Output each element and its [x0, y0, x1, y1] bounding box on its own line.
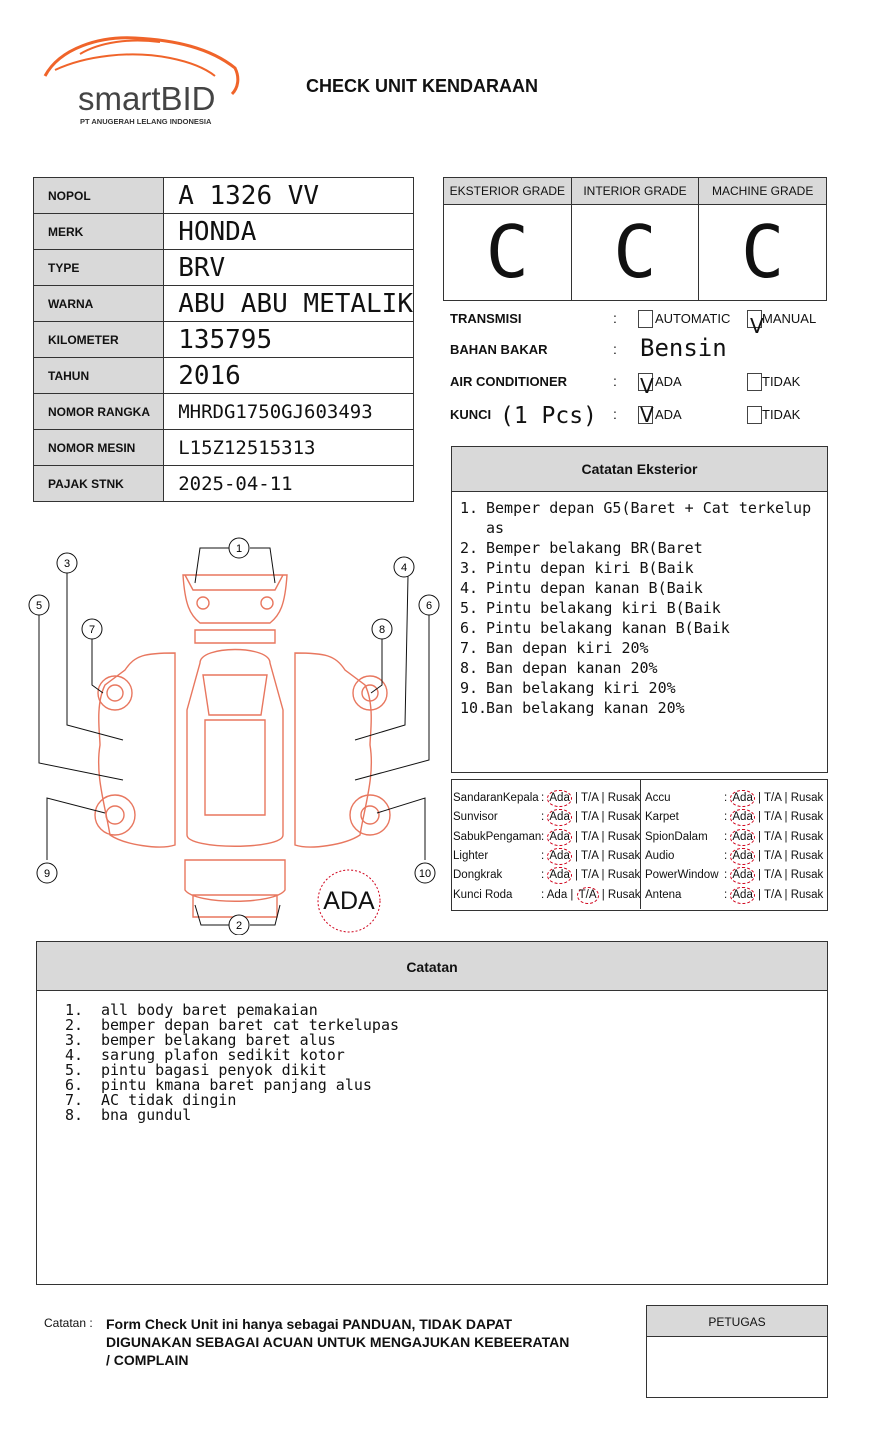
- exterior-note-item: [460, 638, 827, 658]
- note-text: bemper depan baret cat terkelupas: [101, 1016, 400, 1034]
- exterior-note-number: 2.: [460, 539, 479, 557]
- exterior-note-text: Ban depan kiri 20%: [486, 639, 649, 657]
- page-title: CHECK UNIT KENDARAAN: [306, 76, 538, 96]
- note-item: [65, 1108, 827, 1123]
- nomor-mesin-value: L15Z12515313: [164, 430, 414, 466]
- exterior-note-text: Pintu belakang kanan B(Baik: [486, 619, 730, 637]
- note-number: 8.: [65, 1106, 84, 1124]
- exterior-note-text: Pintu belakang kiri B(Baik: [486, 599, 721, 617]
- accessory-option: Ada: [730, 867, 754, 884]
- accessory-option: Rusak: [607, 869, 641, 882]
- tahun-label: TAHUN: [34, 358, 164, 394]
- accessory-option: Ada: [547, 829, 571, 846]
- warna-label: WARNA: [34, 286, 164, 322]
- accessory-name: Lighter: [453, 849, 489, 862]
- accessory-status: : Ada | T/A | Rusak: [541, 808, 640, 827]
- accessory-status: : Ada | T/A | Rusak: [724, 828, 823, 847]
- exterior-note-number: 9.: [460, 679, 479, 697]
- accessory-option: T/A: [764, 849, 782, 862]
- accessory-option: T/A: [581, 792, 599, 804]
- machine-grade-header: MACHINE GRADE: [699, 178, 827, 205]
- accessory-option: Ada: [547, 790, 571, 807]
- ac-colon: :: [613, 373, 617, 389]
- exterior-note-number: 4.: [460, 579, 479, 597]
- note-number: 5.: [65, 1061, 84, 1079]
- accessory-option: Ada: [730, 829, 754, 846]
- manual-check-mark: V: [750, 314, 764, 338]
- exterior-note-text: as: [486, 519, 505, 537]
- accessory-option: Rusak: [790, 830, 824, 843]
- accessory-name: Kunci Roda: [453, 888, 513, 901]
- exterior-note-item: [460, 678, 827, 698]
- accessory-option: T/A: [581, 830, 599, 843]
- type-label: TYPE: [34, 250, 164, 286]
- exterior-note-item: [460, 618, 827, 638]
- exterior-grade-value: C: [444, 205, 572, 301]
- notes-title: Catatan: [37, 942, 827, 991]
- bahan-bakar-label: BAHAN BAKAR: [450, 342, 548, 357]
- accessory-option: Ada: [547, 848, 571, 865]
- accessory-option: Rusak: [607, 888, 641, 901]
- right-rear-wheel: [350, 795, 390, 835]
- ac-ada-label: ADA: [655, 374, 682, 389]
- damage-marker-number: 1: [235, 543, 243, 555]
- accessory-status: : Ada | T/A | Rusak: [541, 866, 640, 885]
- exterior-note-text: Pintu depan kanan B(Baik: [486, 579, 703, 597]
- spare-tire-status: ADA: [323, 887, 375, 915]
- accessory-option: T/A: [577, 887, 599, 904]
- damage-marker-number: 9: [43, 868, 51, 880]
- merk-value: HONDA: [164, 214, 414, 250]
- exterior-note-item: [460, 558, 827, 578]
- exterior-grade-header: EKSTERIOR GRADE: [444, 178, 572, 205]
- accessory-option: Rusak: [607, 811, 641, 824]
- transmisi-colon: :: [613, 310, 617, 326]
- footer-label: Catatan :: [44, 1316, 93, 1330]
- damage-marker-number: 7: [88, 624, 96, 636]
- note-text: all body baret pemakaian: [101, 1001, 318, 1019]
- exterior-notes-title: Catatan Eksterior: [452, 447, 827, 492]
- exterior-note-number: 8.: [460, 659, 479, 677]
- front-headlight-right: [261, 597, 273, 609]
- exterior-note-number: 7.: [460, 639, 479, 657]
- kunci-tidak-checkbox[interactable]: [747, 406, 762, 424]
- grades-table: [443, 177, 827, 301]
- exterior-notes-panel: [451, 446, 828, 773]
- nomor-rangka-value: MHRDG1750GJ603493: [164, 394, 414, 430]
- accessory-option: Rusak: [790, 869, 824, 882]
- machine-grade-value: C: [699, 205, 827, 301]
- ac-ada-check-mark: V: [640, 374, 654, 398]
- note-number: 2.: [65, 1016, 84, 1034]
- accessory-name: SabukPengaman: [453, 830, 542, 843]
- kunci-label: KUNCI: [450, 407, 492, 422]
- petugas-title: PETUGAS: [647, 1306, 827, 1337]
- damage-marker-number: 6: [425, 600, 433, 612]
- accessory-option: Ada: [730, 809, 754, 826]
- exterior-note-text: Bemper belakang BR(Baret: [486, 539, 703, 557]
- petugas-box: [646, 1305, 828, 1398]
- kilometer-value: 135795: [164, 322, 414, 358]
- ac-label: AIR CONDITIONER: [450, 374, 567, 389]
- accessory-name: SpionDalam: [645, 830, 708, 843]
- note-number: 4.: [65, 1046, 84, 1064]
- note-text: pintu bagasi penyok dikit: [101, 1061, 327, 1079]
- accessory-name: Dongkrak: [453, 869, 503, 882]
- accessory-status: : Ada | T/A | Rusak: [541, 789, 640, 808]
- left-front-wheel: [98, 676, 132, 710]
- accessory-option: Rusak: [790, 811, 824, 824]
- accessory-status: : Ada | T/A | Rusak: [541, 828, 640, 847]
- note-number: 3.: [65, 1031, 84, 1049]
- accessory-status: : Ada | T/A | Rusak: [724, 886, 823, 905]
- accessory-name: Audio: [645, 849, 675, 862]
- damage-marker-number: 2: [235, 920, 243, 932]
- left-rear-wheel: [95, 795, 135, 835]
- logo-wordmark: smartBID: [78, 80, 216, 117]
- kunci-ada-label: ADA: [655, 407, 682, 422]
- exterior-note-number: 10.: [460, 699, 488, 717]
- accessory-option: Rusak: [790, 888, 824, 901]
- accessory-status: : Ada | T/A | Rusak: [541, 847, 640, 866]
- accessory-status: : Ada | T/A | Rusak: [724, 808, 823, 827]
- accessory-option: T/A: [764, 792, 782, 804]
- damage-marker-number: 8: [378, 624, 386, 636]
- car-front-view: [183, 575, 287, 643]
- footer-disclaimer: Form Check Unit ini hanya sebagai PANDUAN, TIDAK DAPAT DIGUNAKAN SEBAGAI ACUAN UNTUK MENGAJUKAN KEBEERATAN / COMPLAIN: [106, 1316, 570, 1368]
- ac-tidak-checkbox[interactable]: [747, 373, 762, 391]
- accessory-option: T/A: [764, 888, 782, 901]
- vehicle-damage-diagram: [25, 535, 445, 935]
- accessory-name: Accu: [645, 792, 671, 804]
- accessory-option: T/A: [581, 811, 599, 824]
- damage-marker-number: 3: [63, 558, 71, 570]
- exterior-note-item: [460, 698, 827, 718]
- front-headlight-left: [197, 597, 209, 609]
- accessory-option: T/A: [764, 830, 782, 843]
- kunci-tidak-label: TIDAK: [762, 407, 801, 422]
- exterior-note-number: [460, 518, 486, 538]
- notes-list: [37, 1003, 827, 1123]
- accessory-option: Rusak: [790, 849, 824, 862]
- type-value: BRV: [164, 250, 414, 286]
- accessory-name: Karpet: [645, 811, 679, 824]
- exterior-note-item: [460, 578, 827, 598]
- accessory-option: Ada: [546, 888, 568, 901]
- exterior-notes-list: [452, 498, 827, 718]
- car-top-view: [187, 650, 283, 847]
- damage-marker-number: 5: [35, 600, 43, 612]
- note-text: pintu kmana baret panjang alus: [101, 1076, 372, 1094]
- automatic-checkbox[interactable]: [638, 310, 653, 328]
- kunci-colon: :: [613, 406, 617, 422]
- damage-marker-number: 10: [418, 868, 432, 880]
- accessory-status: : Ada | T/A | Rusak: [724, 789, 823, 808]
- accessory-status: : Ada | T/A | Rusak: [724, 847, 823, 866]
- car-left-side: [99, 653, 175, 847]
- exterior-note-item: [460, 538, 827, 558]
- accessory-option: Rusak: [607, 792, 641, 804]
- automatic-label: AUTOMATIC: [655, 311, 731, 326]
- exterior-note-item: [460, 518, 827, 538]
- exterior-note-item: [460, 498, 827, 518]
- accessory-name: PowerWindow: [645, 869, 719, 882]
- accessory-status: : Ada | T/A | Rusak: [541, 886, 641, 905]
- damage-marker-number: 4: [400, 562, 408, 574]
- accessory-option: Ada: [547, 867, 571, 884]
- kunci-ada-check-mark: V: [640, 403, 654, 427]
- interior-grade-header: INTERIOR GRADE: [571, 178, 699, 205]
- exterior-note-text: Ban depan kanan 20%: [486, 659, 658, 677]
- accessory-option: Rusak: [607, 849, 641, 862]
- accessory-status: : Ada | T/A | Rusak: [724, 866, 823, 885]
- merk-label: MERK: [34, 214, 164, 250]
- notes-panel: [36, 941, 828, 1285]
- car-right-side: [295, 653, 371, 847]
- note-text: bemper belakang baret alus: [101, 1031, 336, 1049]
- tahun-value: 2016: [164, 358, 414, 394]
- accessory-option: T/A: [581, 849, 599, 862]
- accessory-option: Ada: [730, 887, 754, 904]
- accessory-option: Rusak: [607, 830, 641, 843]
- note-number: 1.: [65, 1001, 84, 1019]
- accessory-option: Ada: [730, 848, 754, 865]
- warna-value: ABU ABU METALIK: [164, 286, 414, 322]
- accessory-option: Rusak: [790, 792, 824, 804]
- interior-grade-value: C: [571, 205, 699, 301]
- exterior-note-item: [460, 658, 827, 678]
- transmisi-label: TRANSMISI: [450, 311, 522, 326]
- kilometer-label: KILOMETER: [34, 322, 164, 358]
- accessory-option: Ada: [730, 790, 754, 807]
- manual-label: MANUAL: [762, 311, 817, 326]
- exterior-note-text: Ban belakang kanan 20%: [486, 699, 685, 717]
- note-number: 6.: [65, 1076, 84, 1094]
- kunci-count: (1 Pcs): [500, 403, 597, 429]
- exterior-note-number: 5.: [460, 599, 479, 617]
- exterior-note-text: Ban belakang kiri 20%: [486, 679, 676, 697]
- exterior-note-text: Pintu depan kiri B(Baik: [486, 559, 694, 577]
- bahan-bakar-value: Bensin: [640, 334, 727, 362]
- pajak-stnk-value: 2025-04-11: [164, 466, 414, 502]
- nomor-rangka-label: NOMOR RANGKA: [34, 394, 164, 430]
- ac-tidak-label: TIDAK: [762, 374, 801, 389]
- exterior-note-number: 1.: [460, 499, 479, 517]
- accessory-name: SandaranKepala: [453, 792, 539, 804]
- exterior-note-item: [460, 598, 827, 618]
- note-text: bna gundul: [101, 1106, 192, 1124]
- accessory-option: T/A: [581, 869, 599, 882]
- accessory-option: T/A: [764, 869, 782, 882]
- pajak-stnk-label: PAJAK STNK: [34, 466, 164, 502]
- exterior-note-text: Bemper depan G5(Baret + Cat terkelup: [486, 499, 812, 517]
- logo-subtitle: PT ANUGERAH LELANG INDONESIA: [80, 117, 212, 126]
- nomor-mesin-label: NOMOR MESIN: [34, 430, 164, 466]
- accessory-option: Ada: [547, 809, 571, 826]
- note-text: AC tidak dingin: [101, 1091, 237, 1109]
- car-windshield: [203, 675, 267, 715]
- nopol-label: NOPOL: [34, 178, 164, 214]
- accessory-name: Antena: [645, 888, 682, 901]
- nopol-value: A 1326 VV: [164, 178, 414, 214]
- accessory-name: Sunvisor: [453, 811, 498, 824]
- exterior-note-number: 6.: [460, 619, 479, 637]
- car-roof: [205, 720, 265, 815]
- bahan-bakar-colon: :: [613, 341, 617, 357]
- car-rear-view: [185, 860, 285, 917]
- accessory-option: T/A: [764, 811, 782, 824]
- company-logo: [40, 28, 250, 128]
- exterior-note-number: 3.: [460, 559, 479, 577]
- vehicle-info-table: [33, 177, 414, 502]
- note-text: sarung plafon sedikit kotor: [101, 1046, 345, 1064]
- note-number: 7.: [65, 1091, 84, 1109]
